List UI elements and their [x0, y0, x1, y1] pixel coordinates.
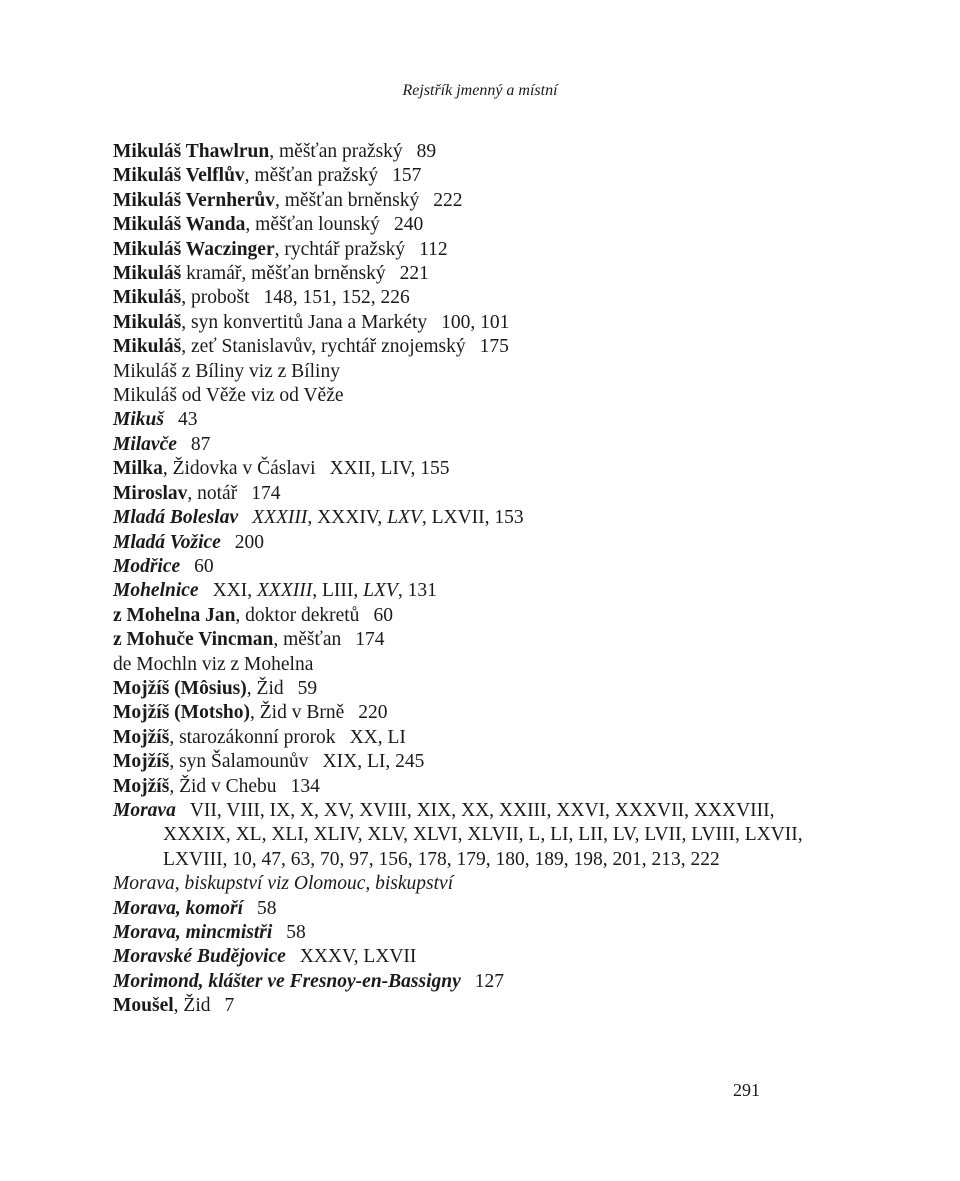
- entry-headword: Mikuláš Velflův: [113, 165, 245, 187]
- entry-page-refs: 87: [190, 433, 211, 455]
- index-entry: [113, 921, 843, 945]
- entry-headword: Mojžíš: [113, 726, 170, 748]
- entry-page-refs: XIX, LI, 245: [322, 751, 425, 773]
- entry-page-refs: 58: [257, 897, 277, 919]
- entry-headword: Mikuláš: [113, 287, 182, 309]
- entry-description: , Žid v Chebu: [169, 775, 277, 797]
- index-entry: [113, 653, 843, 677]
- entry-headword: Mikuláš: [113, 336, 182, 358]
- entry-page-refs: 200: [234, 531, 265, 553]
- index-entry: [113, 872, 843, 896]
- entry-page-refs: XXXV, LXVII: [299, 946, 417, 968]
- entry-headword: Mikuš: [113, 409, 164, 431]
- entry-page-ref-part: LXV: [387, 507, 422, 529]
- entry-page-refs: 60: [373, 604, 393, 626]
- entry-description: , syn konvertitů Jana a Markéty: [181, 311, 428, 333]
- index-entry: [113, 531, 843, 555]
- entry-headword: Mohelnice: [113, 580, 199, 602]
- entry-page-ref-part: XXI,: [212, 580, 258, 602]
- entry-description: , probošt: [181, 287, 250, 309]
- entry-description: kramář, měšťan brněnský: [181, 263, 386, 285]
- entry-headword: Miroslav: [113, 482, 188, 504]
- index-entry: [113, 164, 843, 188]
- entry-page-ref-part: , LIII,: [312, 580, 364, 602]
- entry-description: , Žid v Brně: [250, 702, 345, 724]
- index-entry: [113, 433, 843, 457]
- entry-description: , syn Šalamounův: [169, 751, 309, 773]
- entry-headword: z Mohuče Vincman: [113, 629, 274, 651]
- entry-description: , měšťan lounský: [245, 214, 380, 236]
- entry-page-refs: 7: [224, 995, 235, 1017]
- entry-headword: Milavče: [113, 433, 177, 455]
- running-head: Rejstřík jmenný a místní: [402, 82, 558, 99]
- index-entry: [113, 506, 843, 530]
- index-entry: [113, 213, 843, 237]
- entry-description: , notář: [187, 482, 238, 504]
- entry-page-refs: VII, VIII, IX, X, XV, XVIII, XIX, XX, XXIII, XXVI, XXXVII, XXXVIII, XXXIX, XL, XLI, XLIV, XLV, XLVI, XLVII, L, LI, LII, LV, LVII, LVIII, LXVII, LXVIII, 10, 47, 63, 70, 97, 156, 178, 179, 180, 189, 198, 201, 213, 222: [163, 799, 803, 870]
- entry-crossref: Mikuláš od Věže viz od Věže: [113, 385, 344, 407]
- entry-description: , Žid: [173, 995, 211, 1017]
- entry-headword: Mladá Vožice: [113, 531, 221, 553]
- entry-page-refs: 222: [433, 189, 463, 211]
- entry-headword: Mojžíš: [113, 775, 170, 797]
- entry-page-refs: XXII, LIV, 155: [329, 458, 450, 480]
- entry-description: , doktor dekretů: [235, 604, 360, 626]
- index-entry: [113, 994, 843, 1018]
- entry-description: , rychtář pražský: [274, 238, 406, 260]
- index-entry: [113, 945, 843, 969]
- entry-crossref: Mikuláš z Bíliny viz z Bíliny: [113, 360, 340, 382]
- entry-page-ref-part: XXXIII: [252, 507, 308, 529]
- entry-description: , měšťan brněnský: [275, 189, 420, 211]
- entry-headword: Mojžíš (Môsius): [113, 677, 247, 699]
- index-entry: [113, 457, 843, 481]
- index-entry: [113, 628, 843, 652]
- index-entry: [113, 140, 843, 164]
- entry-headword: Moravské Budějovice: [113, 946, 286, 968]
- entry-headword: z Mohelna Jan: [113, 604, 236, 626]
- entry-page-refs: 134: [290, 775, 320, 797]
- entry-headword: Mikuláš Thawlrun: [113, 141, 270, 162]
- entry-headword: Morava, mincmistři: [113, 922, 273, 943]
- index-entry: [113, 262, 843, 286]
- entry-page-refs: 175: [479, 336, 509, 358]
- entry-page-refs: 220: [358, 702, 388, 724]
- entry-headword: Morimond, klášter ve Fresnoy-en-Bassigny: [113, 970, 461, 992]
- entry-crossref: Morava, biskupství viz Olomouc, biskupství: [113, 873, 454, 895]
- index-entry: [113, 970, 843, 994]
- index-entry: [113, 750, 843, 774]
- entry-page-ref-part: , XXXIV,: [307, 507, 388, 529]
- entry-page-refs: XX, LI: [349, 726, 406, 748]
- entry-page-refs: 148, 151, 152, 226: [263, 287, 410, 309]
- entry-headword: Mikuláš: [113, 263, 182, 285]
- entry-headword: Milka: [113, 458, 163, 480]
- entry-page-refs: 43: [177, 409, 198, 431]
- entry-headword: Mikuláš Wanda: [113, 214, 246, 236]
- entry-headword: Mojžíš (Motsho): [113, 702, 251, 724]
- entry-description: , Žid: [246, 677, 284, 699]
- entry-page-refs: 240: [393, 214, 424, 236]
- entry-headword: Modřice: [113, 555, 181, 577]
- entry-page-ref-part: XXXIII: [257, 580, 313, 602]
- index-entry: [113, 408, 843, 432]
- index-entry: [113, 701, 843, 725]
- index-entry: [113, 604, 843, 628]
- index-entry: [113, 311, 843, 335]
- entry-page-refs: 127: [474, 970, 505, 992]
- entry-page-refs: 89: [416, 141, 437, 162]
- index-entry: [113, 897, 843, 921]
- index-entry: [113, 360, 843, 384]
- page-number: 291: [733, 1080, 760, 1100]
- index-entry: [113, 579, 843, 603]
- entry-headword: Mikuláš Vernherův: [113, 189, 275, 211]
- index-entry: [113, 286, 843, 310]
- index-entry: [113, 238, 843, 262]
- entry-crossref: de Mochln viz z Mohelna: [113, 653, 314, 675]
- entry-page-refs: 58: [286, 922, 306, 943]
- entry-page-refs: 174: [251, 482, 281, 504]
- entry-headword: Morava, komoří: [113, 897, 244, 919]
- entry-description: , měšťan pražský: [269, 141, 403, 162]
- entry-page-refs: 112: [419, 238, 448, 260]
- index-entry: [113, 555, 843, 579]
- entry-page-ref-part: , 131: [397, 580, 437, 602]
- index-entry: [113, 335, 843, 359]
- entry-description: , Židovka v Čáslavi: [162, 458, 316, 480]
- entry-description: , měšťan: [273, 629, 342, 651]
- entry-page-refs: 157: [392, 165, 422, 187]
- entry-page-refs: 221: [399, 263, 429, 285]
- entry-headword: Mladá Boleslav: [113, 507, 239, 529]
- entry-headword: Mikuláš: [113, 311, 182, 333]
- entry-page-refs: 100, 101: [441, 311, 510, 333]
- index-entry: [113, 726, 843, 750]
- entry-page-refs: 60: [194, 555, 214, 577]
- entry-description: , starozákonní prorok: [169, 726, 336, 748]
- index-entry: [113, 189, 843, 213]
- entry-headword: Mojžíš: [113, 751, 170, 773]
- entry-headword: Morava: [113, 799, 176, 821]
- index-entry: [113, 384, 843, 408]
- entry-page-refs: 59: [297, 677, 318, 699]
- entry-headword: Moušel: [113, 995, 174, 1017]
- index-entry: [113, 775, 843, 799]
- entry-page-ref-part: , LXVII, 153: [421, 507, 524, 529]
- index-entry: [113, 677, 843, 701]
- entry-description: , měšťan pražský: [244, 165, 379, 187]
- entry-page-refs: 174: [355, 629, 385, 651]
- index-entry: [113, 799, 843, 872]
- index-list: [113, 140, 843, 1019]
- entry-page-ref-part: LXV: [363, 580, 398, 602]
- entry-description: , zeť Stanislavův, rychtář znojemský: [181, 336, 466, 358]
- index-entry: [113, 482, 843, 506]
- entry-headword: Mikuláš Waczinger: [113, 238, 275, 260]
